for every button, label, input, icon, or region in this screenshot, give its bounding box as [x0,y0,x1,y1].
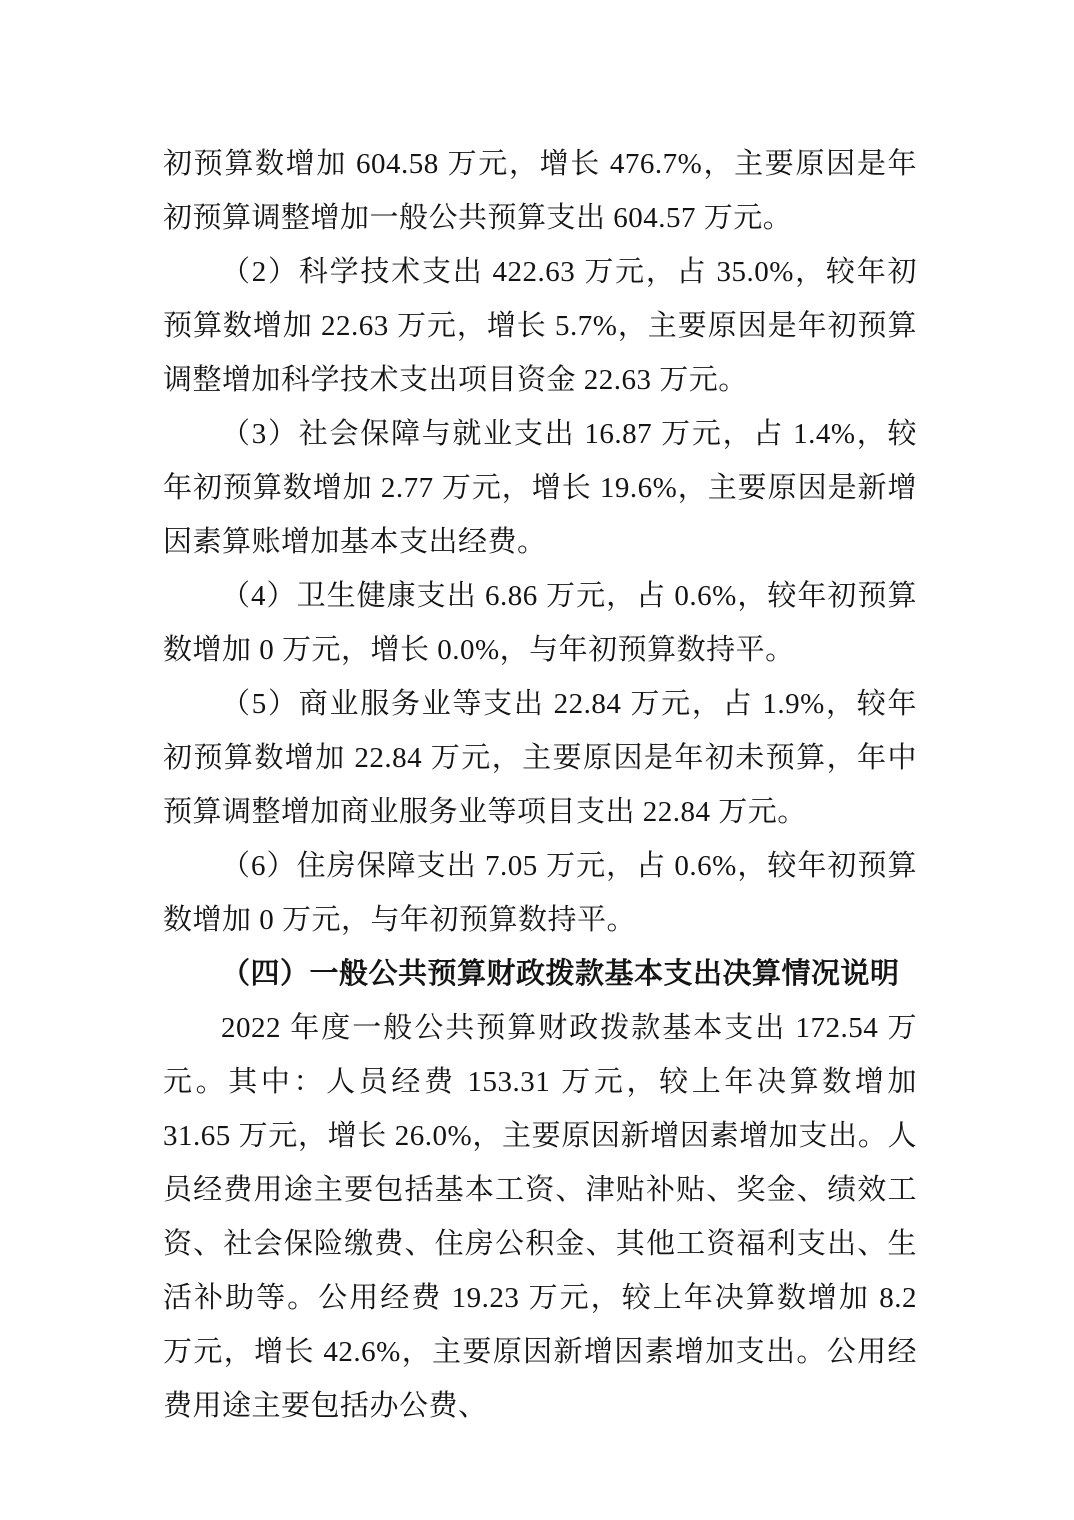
paragraph-item2-science-tech-expenditure: （2）科学技术支出 422.63 万元，占 35.0%，较年初预算数增加 22.63 万元，增长 5.7%，主要原因是年初预算调整增加科学技术支出项目资金 22.63 万元。 [163,256,917,396]
paragraph-item4-health-expenditure: （4）卫生健康支出 6.86 万元，占 0.6%，较年初预算数增加 0 万元，增长 0.0%，与年初预算数持平。 [163,580,917,666]
paragraph-item1-continuation: 初预算数增加 604.58 万元，增长 476.7%，主要原因是年初预算调整增加一般公共预算支出 604.57 万元。 [163,148,917,234]
paragraph-basic-expenditure-details: 2022 年度一般公共预算财政拨款基本支出 172.54 万元。其中：人员经费 153.31 万元，较上年决算数增加 31.65 万元，增长 26.0%，主要原因新增因素增加支出。人员经费用途主要包括基本工资、津贴补贴、奖金、绩效工资、社会保险缴费、住房公积金、其他工资福利支出、生活补助等。公用经费 19.23 万元，较上年决算数增加 8.2 万元，增长 42.6%，主要原因新增因素增加支出。公用经费用途主要包括办公费、 [163,1012,917,1422]
paragraph-item3-social-security-expenditure: （3）社会保障与就业支出 16.87 万元，占 1.4%，较年初预算数增加 2.77 万元，增长 19.6%，主要原因是新增因素算账增加基本支出经费。 [163,418,917,558]
paragraph-item5-commercial-services-expenditure: （5）商业服务业等支出 22.84 万元，占 1.9%，较年初预算数增加 22.84 万元，主要原因是年初未预算，年中预算调整增加商业服务业等项目支出 22.84 万元。 [163,688,917,828]
document-body [163,137,917,1433]
paragraph-item6-housing-security-expenditure: （6）住房保障支出 7.05 万元，占 0.6%，较年初预算数增加 0 万元，与年初预算数持平。 [163,850,917,936]
section-heading-basic-expenditure-final-accounts: （四）一般公共预算财政拨款基本支出决算情况说明 [221,958,900,990]
